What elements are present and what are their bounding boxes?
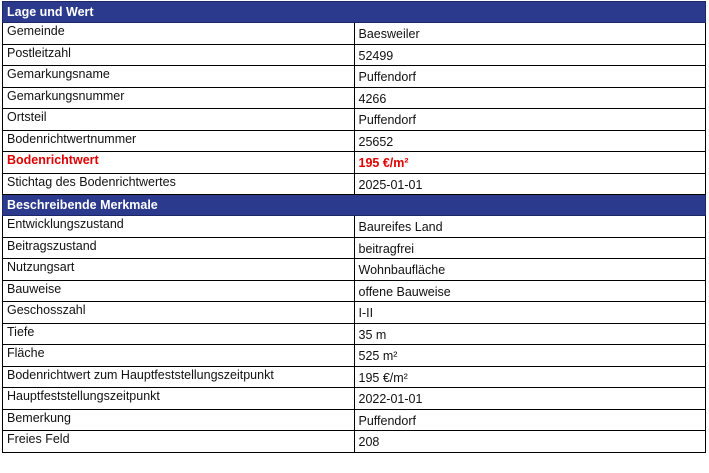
- row-value: 35 m: [354, 323, 706, 345]
- table-row: [3, 302, 706, 324]
- row-label: Bauweise: [3, 280, 355, 302]
- row-label: Freies Feld: [3, 431, 355, 453]
- row-label: Bemerkung: [3, 409, 355, 431]
- row-label: Bodenrichtwert: [3, 152, 355, 174]
- row-value: 25652: [354, 130, 706, 152]
- row-label: Beitragszustand: [3, 237, 355, 259]
- table-row: [3, 409, 706, 431]
- row-label: Tiefe: [3, 323, 355, 345]
- row-value: 52499: [354, 44, 706, 66]
- row-value: beitragfrei: [354, 237, 706, 259]
- table-row: [3, 44, 706, 66]
- row-label: Ortsteil: [3, 109, 355, 131]
- table-row: [3, 237, 706, 259]
- table-body: [3, 2, 706, 453]
- row-label: Fläche: [3, 345, 355, 367]
- table-row: [3, 109, 706, 131]
- row-value: 208: [354, 431, 706, 453]
- section-title: Lage und Wert: [3, 2, 706, 23]
- section-title: Beschreibende Merkmale: [3, 195, 706, 216]
- row-value: Baesweiler: [354, 23, 706, 45]
- table-row: [3, 388, 706, 410]
- row-value: I-II: [354, 302, 706, 324]
- row-label: Bodenrichtwert zum Hauptfeststellungszeitpunkt: [3, 366, 355, 388]
- table-row: [3, 152, 706, 174]
- table-row: [3, 345, 706, 367]
- row-value: Puffendorf: [354, 409, 706, 431]
- table-row: [3, 280, 706, 302]
- row-label: Nutzungsart: [3, 259, 355, 281]
- row-label: Hauptfeststellungszeitpunkt: [3, 388, 355, 410]
- row-value: 195 €/m²: [354, 152, 706, 174]
- row-label: Bodenrichtwertnummer: [3, 130, 355, 152]
- row-value: 2022-01-01: [354, 388, 706, 410]
- row-value: Puffendorf: [354, 109, 706, 131]
- table-row: [3, 366, 706, 388]
- row-value: offene Bauweise: [354, 280, 706, 302]
- table-row: [3, 87, 706, 109]
- row-label: Gemarkungsnummer: [3, 87, 355, 109]
- row-label: Entwicklungszustand: [3, 216, 355, 238]
- table-row: [3, 431, 706, 453]
- row-label: Gemarkungsname: [3, 66, 355, 88]
- row-value: Wohnbaufläche: [354, 259, 706, 281]
- row-value: 4266: [354, 87, 706, 109]
- row-label: Postleitzahl: [3, 44, 355, 66]
- row-label: Geschosszahl: [3, 302, 355, 324]
- table-row: [3, 23, 706, 45]
- table-row: [3, 323, 706, 345]
- row-value: Puffendorf: [354, 66, 706, 88]
- section-header: [3, 195, 706, 216]
- row-value: Baureifes Land: [354, 216, 706, 238]
- row-label: Gemeinde: [3, 23, 355, 45]
- row-label: Stichtag des Bodenrichtwertes: [3, 173, 355, 195]
- table-row: [3, 66, 706, 88]
- table-row: [3, 130, 706, 152]
- table-row: [3, 173, 706, 195]
- table-row: [3, 216, 706, 238]
- row-value: 195 €/m²: [354, 366, 706, 388]
- property-value-table: [2, 1, 706, 453]
- table-row: [3, 259, 706, 281]
- section-header: [3, 2, 706, 23]
- row-value: 525 m²: [354, 345, 706, 367]
- row-value: 2025-01-01: [354, 173, 706, 195]
